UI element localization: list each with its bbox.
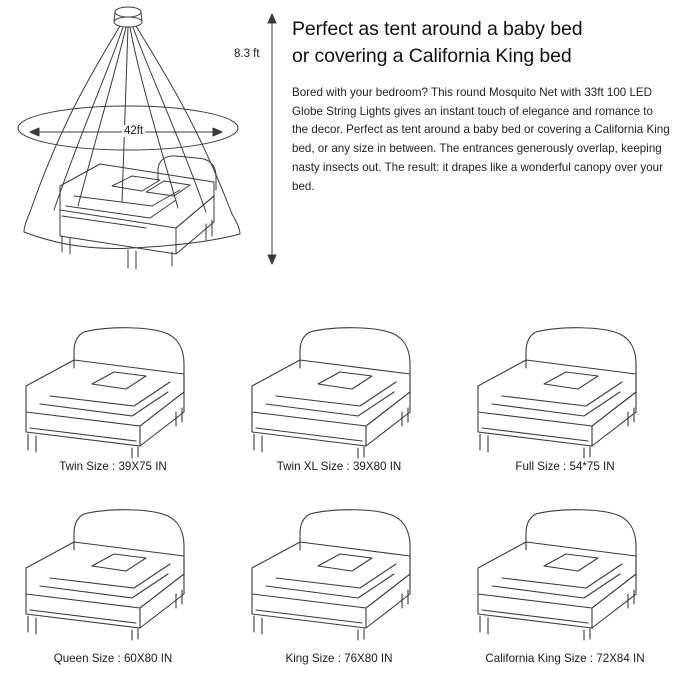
headline-block xyxy=(292,16,672,197)
headline-line-2: or covering a California King bed xyxy=(292,44,572,67)
bed-size-item-king xyxy=(226,492,452,684)
bed-size-caption: Queen Size : 60X80 IN xyxy=(53,652,173,665)
bed-row xyxy=(0,492,679,684)
headline-line-1: Perfect as tent around a baby bed xyxy=(292,18,583,40)
canopy-illustration xyxy=(0,0,285,300)
bed-size-item-twin-xl xyxy=(226,300,452,492)
description-paragraph: Bored with your bedroom? This round Mosquito Net with 33ft 100 LED Globe String Lights gives an instant touch of elegance and romance to the decor. Perfect as tent around a baby bed or covering a California King bed, or any size in between. The entrances generously overlap, keeping nasty insects out. The result: it drapes like a wonderful canopy over your bed. xyxy=(292,85,670,193)
bed-illustration xyxy=(226,300,452,460)
bed-illustration xyxy=(452,300,678,460)
bed-size-grid xyxy=(0,300,679,685)
bed-illustration xyxy=(0,492,226,652)
bed-size-item-twin xyxy=(0,300,226,492)
bed-size-caption: Full Size : 54*75 IN xyxy=(515,460,615,473)
canopy-height-label: 8.3 ft xyxy=(234,48,260,60)
bed-illustration xyxy=(0,300,226,460)
bed-size-caption: Twin Size : 39X75 IN xyxy=(59,460,167,473)
bed-size-item-queen xyxy=(0,492,226,684)
canopy-diameter-label: 42ft xyxy=(124,125,144,137)
bed-illustration xyxy=(452,492,678,652)
bed-row xyxy=(0,300,679,492)
bed-illustration xyxy=(226,492,452,652)
bed-size-caption: King Size : 76X80 IN xyxy=(285,652,393,665)
headline xyxy=(292,16,672,70)
bed-size-item-full xyxy=(452,300,678,492)
bed-size-caption: Twin XL Size : 39X80 IN xyxy=(276,460,402,473)
bed-size-item-california-king xyxy=(452,492,678,684)
top-section xyxy=(0,0,679,300)
bed-size-caption: California King Size : 72X84 IN xyxy=(485,652,645,665)
